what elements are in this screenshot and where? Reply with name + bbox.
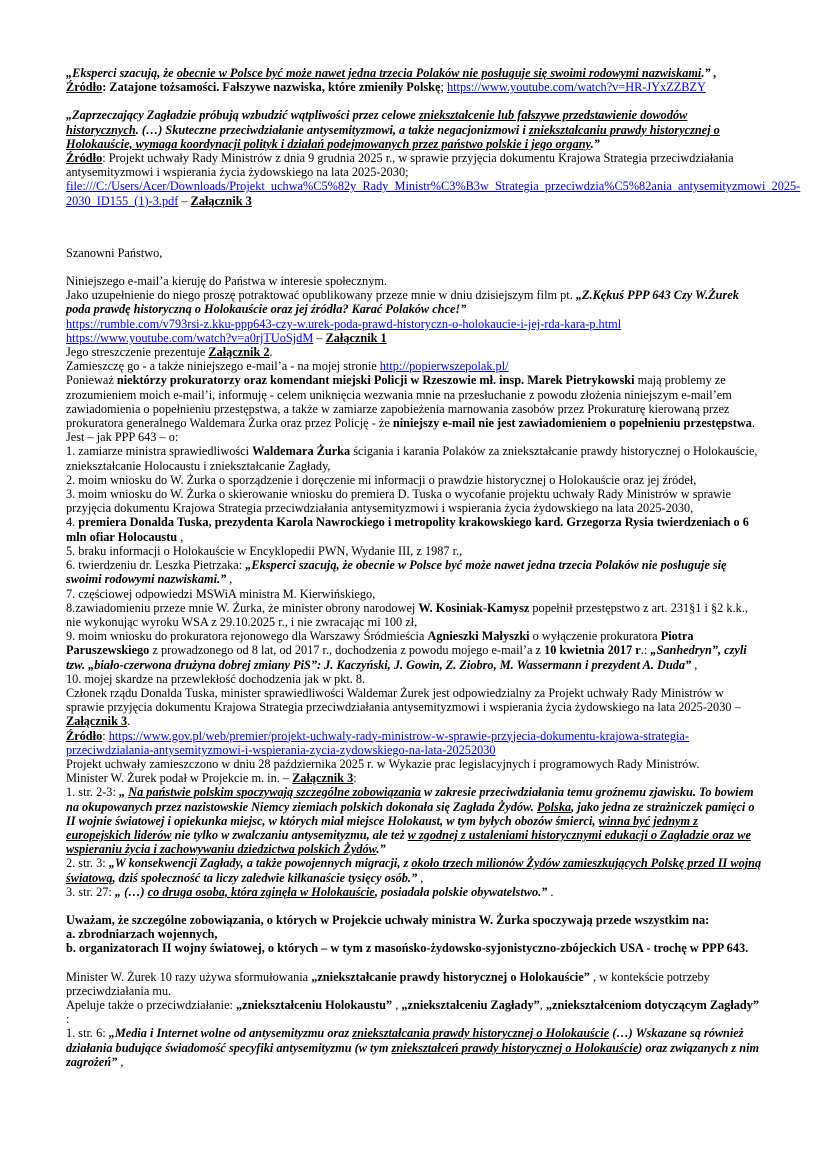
- dash: –: [178, 193, 191, 208]
- paragraph-appeal: [66, 998, 762, 1026]
- quote-item-3: [66, 885, 762, 899]
- text: .:: [640, 643, 651, 658]
- text: , w kontekście potrzeby przeciwdziałania mu.: [66, 969, 710, 998]
- rumble-link[interactable]: https://rumble.com/v793rsi-z.kku-ppp643-czy-w.urek-poda-prawd-historyczn-o-holokaucie-i-jej-rda-kara-p.html: [66, 316, 622, 331]
- paragraph-summary: [66, 345, 762, 359]
- text: Minister W. Żurek podał w Projekcie m. in. –: [66, 771, 293, 786]
- text: ,: [177, 529, 184, 544]
- bold-text: „zniekształcanie prawdy historycznej o Holokauście”: [311, 969, 590, 984]
- quote-block-2: [66, 108, 801, 208]
- paragraph-minister: [66, 686, 762, 729]
- text: .: [127, 714, 131, 729]
- text: .: [269, 345, 273, 360]
- quote-text-underlined: Na państwie polskim spoczywają szczególne zobowiązania: [128, 785, 421, 800]
- quote-text: . (…) Skuteczne przeciwdziałanie antysemityzmowi, a także negacjonizmowi i: [135, 122, 529, 137]
- text: 6. twierdzeniu dr. Leszka Pietrzaka:: [66, 558, 246, 573]
- text: 1. str. 6:: [66, 1026, 109, 1041]
- source-text: : Zatajone tożsamości. Fałszywe nazwiska, które zmieniły Polskę: [102, 80, 441, 95]
- youtube-link-2[interactable]: https://www.youtube.com/watch?v=a0rjTUoSjdM: [66, 330, 314, 345]
- quote-text: nie tylko w zwalczaniu antysemityzmu, ale też: [171, 827, 408, 842]
- bold-text: Agnieszki Małyszki: [427, 629, 530, 644]
- quote-text-underlined: Polska: [536, 799, 572, 814]
- quote-text-underlined: co druga osoba, która zginęła w Holokauście: [147, 884, 375, 899]
- source-label: Źródło: [66, 728, 103, 743]
- text: Jego streszczenie prezentuje: [66, 345, 209, 360]
- text: 3. str. 27:: [66, 884, 115, 899]
- text: popełnił przestępstwo z art. 231§1 i §2 k.k., nie wykonując wyroku WSA z 29.10.2025 r., i nie zwracając mi 100 zł,: [66, 600, 748, 629]
- quote-text: „Zaprzeczający Zagładzie próbują wzbudzić wątpliwości przez celowe: [66, 108, 419, 123]
- rumble-line: [66, 317, 762, 331]
- quote-text-underlined: winna być jednym z europejskich liderów: [66, 813, 698, 842]
- paragraph-published: Projekt uchwały zamieszczono w dniu 28 października 2025 r. w Wykazie prac legislacyjnych i programowych Rady Ministrów.: [66, 756, 700, 771]
- quote-text-underlined: około trzech milionów Żydów zamieszkujących Polskę przed II wojną światową: [66, 856, 762, 885]
- quote-text-underlined: zniekształcenie lub fałszywe przedstawienie dowodów historycznych: [66, 108, 688, 137]
- list-item-1: [66, 444, 762, 472]
- list-intro: Jest – jak PPP 643 – o:: [66, 430, 179, 445]
- website-link[interactable]: http://popierwszepolak.pl/: [379, 359, 509, 374]
- text: :: [102, 728, 109, 743]
- greeting: Szanowni Państwo,: [66, 245, 163, 260]
- attachment-ref: Załącznik 3: [66, 714, 128, 729]
- text: ,: [226, 572, 233, 587]
- source-text: : Projekt uchwały Rady Ministrów z dnia 9 grudnia 2025 r., w sprawie przyjęcia dokumentu Krajowa Strategia przeciwdziałania antysemityzmowi i wspierania życia żydowskiego na lata 2025-2030;: [66, 151, 734, 180]
- quote-text: „W konsekwencji Zagłady, a także powojennych migracji, z: [108, 856, 412, 871]
- youtube-line: [66, 331, 762, 345]
- text: 8.zawiadomieniu przeze mnie W. Żurka, że minister obrony narodowej: [66, 600, 419, 615]
- list-item-7: 7. częściowej odpowiedzi MSWiA ministra M. Kierwińskiego,: [66, 586, 376, 601]
- text: 1. zamiarze ministra sprawiedliwości: [66, 444, 253, 459]
- list-item-2: 2. moim wniosku do W. Żurka o sporządzenie i doręczenie mi informacji o prawdzie historycznej o Holokauście oraz jej źródeł,: [66, 472, 697, 487]
- quote-text: „Eksperci szacują, że: [66, 66, 177, 80]
- quote-text: „ (…): [114, 884, 148, 899]
- list-item-6: [66, 558, 762, 586]
- list-item-9: [66, 629, 762, 672]
- bold-text: Uważam, że szczególne zobowiązania, o których w Projekcie uchwały ministra W. Żurka spoczywają przede wszystkim na:: [66, 912, 710, 927]
- paragraph-notice: [66, 373, 762, 430]
- bold-text: 10 kwietnia 2017 r: [544, 643, 641, 658]
- attachment-ref: Załącznik 3: [292, 771, 354, 786]
- email-document: [66, 66, 801, 1069]
- paragraph-intro: Niniejszego e-mail’a kieruję do Państwa w interesie społecznym.: [66, 274, 387, 289]
- bold-text: Waldemara Żurka: [252, 444, 351, 459]
- bold-text: „zniekształceniu Holokaustu”: [236, 997, 393, 1012]
- gov-link[interactable]: https://www.gov.pl/web/premier/projekt-uchwaly-rady-ministrow-w-sprawie-przyjecia-dokumentu-krajowa-strategia-przeciwdzialania-antysemityzmowi-i-wspierania-zycia-zydowskiego-na-lata-20252030: [66, 728, 689, 757]
- text: mają problemy ze zrozumieniem moich e-mail’i, informuję - celem uniknięcia wezwania mnie na przesłuchanie z powodu złożenia niniejszym e-mail’em zawiadomienia o popełnieniu przestępstwa, a także w zamiarze zapobieżenia marnowania zasobów przez Prokuraturę kierowaną przez prokuratora generalnego Waldemara Żurka oraz przez Policję - że: [66, 373, 732, 431]
- text: :: [66, 1012, 70, 1027]
- attachment-ref: Załącznik 1: [325, 330, 387, 345]
- text: ,: [691, 657, 698, 672]
- quote-text-underlined: zniekształcaniu prawdy historycznej o Holokauście, wymaga koordynacji polityk i działań podejmowanych przez państwo polskie i jego organy: [66, 122, 720, 151]
- quote-text-end: .”: [590, 136, 600, 151]
- quote-block-1: [66, 66, 762, 94]
- text: Apeluje także o przeciwdziałanie:: [66, 997, 237, 1012]
- quote-item-1: [66, 785, 762, 856]
- youtube-link-1[interactable]: https://www.youtube.com/watch?v=HR-JYxZZBZY: [446, 80, 706, 95]
- paragraph-source: [66, 729, 762, 757]
- quote-text-underlined: obecnie w Polsce być może nawet jedna trzecia Polaków nie posługuje się swoimi rodowymi nazwiskami: [176, 66, 702, 80]
- text: 4.: [66, 515, 79, 530]
- quote-text: „: [118, 785, 129, 800]
- quote-text-underlined: zniekształceń prawdy historycznej o Holokauście: [391, 1040, 639, 1055]
- text: .: [751, 416, 755, 431]
- film-title: „Z.Kękuś PPP 643 Czy W.Żurek poda prawdę historyczną o Holokauście oraz jej źródła? Karać Polaków chce!”: [66, 288, 739, 317]
- bold-text: premiera Donalda Tuska, prezydenta Karola Nawrockiego i metropolity krakowskiego kard. Grzegorza Rysia twierdzeniach o 6 mln ofiar Holocaustu: [66, 515, 749, 544]
- quote-text: „Sanhedryn”, czyli tzw. „biało-czerwona drużyna dobrej zmiany PiS”: J. Kaczyński, J. Gowin, Z. Ziobro, M. Wassermann i prezydent A. Duda”: [66, 643, 747, 672]
- text: ,: [539, 997, 546, 1012]
- text: 2. str. 3:: [66, 856, 109, 871]
- text: :: [353, 771, 357, 786]
- quote-text: , dziś społeczność ta liczy zaledwie kilkanaście tysięcy osób.”: [112, 870, 418, 885]
- bold-text: niniejszy e-mail nie jest zawiadomieniem o popełnieniu przestępstwa: [392, 416, 752, 431]
- list-item-3: 3. moim wniosku do W. Żurka o skierowanie wniosku do premiera D. Tuska o wycofanie projektu uchwały Rady Ministrów w sprawie przyjęcia dokumentu Krajowa Strategia przeciwdziałania antysemityzmowi i wspierania życia żydowskiego na lata 2025-2030,: [66, 487, 731, 516]
- text: 9. moim wniosku do prokuratora rejonowego dla Warszawy Śródmieścia: [66, 629, 428, 644]
- bold-text: „zniekształceniu Zagłady”: [401, 997, 540, 1012]
- text: Zamieszczę go - a także niniejszego e-mail’a - na mojej stronie: [66, 359, 380, 374]
- attachment-ref: Załącznik 3: [190, 193, 252, 208]
- quote-text: „Eksperci szacują, że obecnie w Polsce być może nawet jedna trzecia Polaków nie posługuje się swoimi rodowymi nazwiskami.”: [66, 558, 727, 587]
- quote-text: .”: [376, 842, 386, 857]
- dash: –: [313, 330, 326, 345]
- text: ścigania i karania Polaków za zniekształcanie prawdy historycznej o Holokauście, zniekształcanie Holocaustu i zniekształcanie Zagłady,: [66, 444, 758, 473]
- quote-text-end: .” ,: [701, 66, 717, 80]
- quote-text-underlined: zniekształcania prawdy historycznej o Holokauście: [352, 1026, 610, 1041]
- text: ,: [417, 870, 424, 885]
- source-label: Źródło: [66, 151, 103, 166]
- quote-text: , posiadała polskie obywatelstwo.”: [374, 884, 548, 899]
- paragraph-film: [66, 288, 762, 316]
- text: .: [547, 884, 554, 899]
- list-item-5: 5. braku informacji o Holokauście w Encyklopedii PWN, Wydanie III, z 1987 r.,: [66, 543, 463, 558]
- pdf-file-link[interactable]: file:///C:/Users/Acer/Downloads/Projekt_uchwa%C5%82y_Rady_Ministr%C3%B3w_Strategia_przeciwdzia%C5%82ania_antysemityzmowi_2025-2030_ID155_(1)-3.pdf: [66, 179, 801, 208]
- paragraph-website: [66, 359, 762, 373]
- attachment-ref: Załącznik 2: [208, 345, 270, 360]
- quote-text-underlined: w zgodnej z ustaleniami historycznymi edukacji o Zagładzie oraz we wspieraniu życia i zachowywaniu dziedzictwa polskich Żydów: [66, 827, 751, 857]
- text: o wyłączenie prokuratora: [529, 629, 661, 644]
- bold-text: „zniekształceniom dotyczącym Zagłady”: [545, 997, 760, 1012]
- text: z prowadzonego od 8 lat, od 2017 r., dochodzenia z powodu mojego e-mail’a z: [149, 643, 545, 658]
- quote-text: w zakresie przeciwdziałania temu groźnemu zjawisku. To bowiem na okupowanych przez nazistowskie Niemcy ziemiach polskich dokonała się Zagłada Żydów.: [66, 785, 754, 814]
- source-label: Źródło: [66, 80, 103, 95]
- list-item-8: [66, 601, 762, 629]
- bold-text: b. organizatorach II wojny światowej, o których – w tym z masońsko-żydowsko-syjonistyczno-zbójeckich USA - trochę w PPP 643.: [66, 941, 749, 956]
- quote-item-2: [66, 856, 762, 884]
- bold-text: Piotra Paruszewskiego: [66, 629, 694, 658]
- paragraph-obligations: [66, 913, 762, 956]
- quote-text: „Media i Internet wolne od antysemityzmu oraz: [108, 1026, 353, 1041]
- text: 1. str. 2-3:: [66, 785, 119, 800]
- bold-text: W. Kosiniak-Kamysz: [418, 600, 530, 615]
- text: Członek rządu Donalda Tuska, minister sprawiedliwości Waldemar Żurek jest odpowiedzialny za Projekt uchwały Rady Ministrów w sprawie przyjęcia dokumentu Krajowa Strategia przeciwdziałania antysemityzmowi i wspierania życia żydowskiego na lata 2025-2030 –: [66, 685, 741, 715]
- text: Ponieważ: [66, 373, 117, 388]
- list-item-4: [66, 515, 762, 543]
- separator: ;: [440, 80, 447, 95]
- text: ,: [392, 997, 402, 1012]
- quote-text: , jako jedna ze strażniczek pamięci o II wojnie światowej i opiekunka miejsc, w których miał miejsce Holokaust, w tym byłych obozów śmierci,: [66, 799, 755, 828]
- quote-item-4: [66, 1026, 762, 1069]
- quote-text: (…) Wskazane są również działania budujące świadomość specyfiki antysemityzmu (w tym: [66, 1026, 744, 1055]
- bold-text: a. zbrodniarzach wojennych,: [66, 927, 218, 942]
- paragraph-quotes-intro: [66, 771, 762, 785]
- quote-text: ) oraz związanych z nim zagrożeń”: [66, 1040, 760, 1069]
- bold-text: niektórzy prokuratorzy oraz komendant miejski Policji w Rzeszowie mł. insp. Marek Pietrykowski: [116, 373, 635, 388]
- text: Minister W. Żurek 10 razy używa sformułowania: [66, 969, 312, 984]
- list-item-10: 10. mojej skardze na przewlekłość dochodzenia jak w pkt. 8.: [66, 671, 366, 686]
- text: ,: [117, 1054, 124, 1069]
- paragraph-phrase-usage: [66, 970, 762, 998]
- text: Jako uzupełnienie do niego proszę potraktować opublikowany przeze mnie w dniu dzisiejszym film pt.: [66, 288, 576, 303]
